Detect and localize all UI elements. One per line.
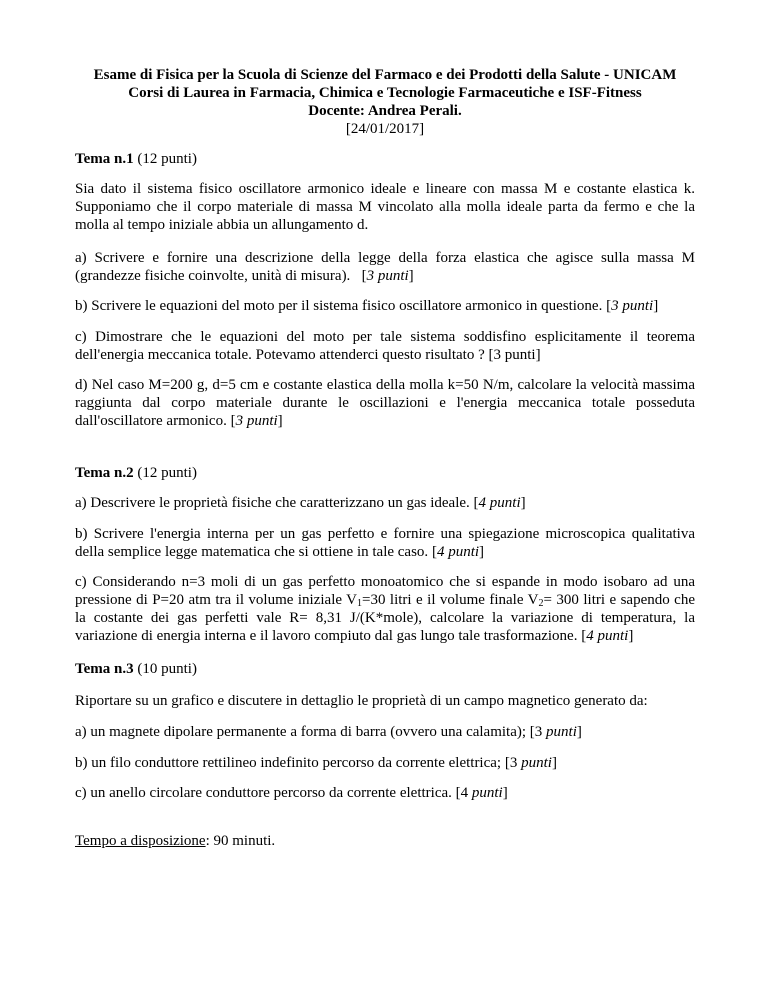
- tema3-c-text: c) un anello circolare conduttore percorso da corrente elettrica. [4: [75, 785, 469, 801]
- tema3-question-b: b) un filo conduttore rettilineo indefinito percorso da corrente elettrica; [3 punti]: [75, 755, 557, 771]
- tema2-question-b: b) Scrivere l'energia interna per un gas perfetto e fornire una spiegazione microscopica qualitativa della semplice legge matematica che si ottiene in tale caso. [4 punti]: [75, 526, 695, 560]
- tema1-points: (12 punti): [137, 151, 197, 167]
- tema1-b-points: 3 punti: [611, 298, 654, 314]
- tema2-question-c: c) Considerando n=3 moli di un gas perfetto monoatomico che si espande in modo isobaro ad una pressione di P=20 atm tra il volume iniziale $V_1=30$ litri e il volume finale $V_2= 300$ litri e sapendo che la costante dei gas perfetti vale R= 8,31 J/(K*mole), calcolare la variazione di temperatura, la variazione di energia interna e il lavoro compiuto dal gas lungo tale trasformazione. [4 punti]: [75, 574, 695, 644]
- tema1-heading: [75, 150, 695, 168]
- tema2-title: Tema n.2: [75, 465, 134, 481]
- time-available: [75, 832, 695, 850]
- tema1-intro-text: Sia dato il sistema fisico oscillatore armonico ideale e lineare con massa M e costante elastica k. Supponiamo che il corpo materiale di massa M vincolato alla molla ideale parta da fermo e che la molla al tempo iniziale abbia un allungamento d.: [75, 181, 695, 233]
- header-teacher: Docente: Andrea Perali.: [308, 103, 462, 119]
- tema2-c-sub2: 2: [538, 598, 544, 609]
- tema1-question-d: d) Nel caso M=200 g, d=5 cm e costante elastica della molla k=50 N/m, calcolare la velocità massima raggiunta dal corpo materiale durante le oscillazioni e l'energia meccanica totale posseduta dall'oscillatore armonico. [3 punti]: [75, 377, 695, 429]
- tema1-question-a: a) Scrivere e fornire una descrizione della legge della forza elastica che agisce sulla massa M (grandezze fisiche coinvolte, unità di misura). [3 punti]: [75, 250, 695, 284]
- tema2-c-text-1: c) Considerando n=3 moli di un gas perfetto monoatomico che si espande in modo isobaro ad una pressione di P=20 atm tra il volume iniziale V: [75, 574, 695, 608]
- tema2-b-points: 4 punti: [436, 544, 480, 560]
- tema3-b-text: b) un filo conduttore rettilineo indefinito percorso da corrente elettrica; [3: [75, 755, 518, 771]
- exam-date: [24/01/2017]: [345, 121, 425, 137]
- tema2-c-text-3: = 300 litri e sapendo che la costante dei gas perfetti vale R= 8,31 J/(K*mole), calcolare la variazione di temperatura, la variazione di energia interna e il lavoro compiuto dal gas lungo tale trasformazione.: [75, 592, 695, 644]
- exam-header: [75, 66, 695, 138]
- tema3-points: (10 punti): [137, 661, 197, 677]
- tema1-question-c: [75, 328, 695, 364]
- tema2-c-points: 4 punti: [586, 628, 629, 644]
- time-label: Tempo a disposizione: [75, 833, 206, 849]
- tema2-question-a: a) Descrivere le proprietà fisiche che caratterizzano un gas ideale. [4 punti]: [75, 495, 526, 511]
- tema1-b-text: b) Scrivere le equazioni del moto per il sistema fisico oscillatore armonico in questione.: [75, 298, 603, 314]
- tema2-a-text: a) Descrivere le proprietà fisiche che caratterizzano un gas ideale.: [75, 495, 470, 511]
- tema1-c-text: c) Dimostrare che le equazioni del moto per tale sistema soddisfino esplicitamente il teorema dell'energia meccanica totale. Potevamo attenderci questo risultato ? [3 punti]: [75, 329, 695, 363]
- tema1-a-text: a) Scrivere e fornire una descrizione della legge della forza elastica che agisce sulla massa M (grandezze fisiche coinvolte, unità di misura).: [75, 250, 695, 284]
- tema3-question-c: c) un anello circolare conduttore percorso da corrente elettrica. [4 punti]: [75, 785, 508, 801]
- tema3-intro: [75, 692, 695, 710]
- tema3-c-points: punti: [471, 785, 503, 801]
- tema1-intro: [75, 180, 695, 234]
- tema3-a-text: a) un magnete dipolare permanente a forma di barra (ovvero una calamita); [3: [75, 724, 543, 740]
- tema2-heading: [75, 464, 695, 482]
- header-courses: Corsi di Laurea in Farmacia, Chimica e Tecnologie Farmaceutiche e ISF-Fitness: [128, 85, 642, 101]
- tema3-heading: [75, 660, 695, 678]
- tema1-title: Tema n.1: [75, 151, 134, 167]
- tema3-b-points: punti: [521, 755, 552, 771]
- tema1-a-points: 3 punti: [366, 268, 409, 284]
- tema3-question-a: a) un magnete dipolare permanente a forma di barra (ovvero una calamita); [3 punti]: [75, 724, 582, 740]
- tema1-d-text: d) Nel caso M=200 g, d=5 cm e costante elastica della molla k=50 N/m, calcolare la velocità massima raggiunta dal corpo materiale durante le oscillazioni e l'energia meccanica totale posseduta dall'oscillatore armonico.: [75, 377, 695, 429]
- tema1-d-points: 3 punti: [235, 413, 278, 429]
- tema2-c-sub1: 1: [357, 598, 363, 609]
- tema2-a-points: 4 punti: [478, 495, 521, 511]
- tema2-c-text-2: =30 litri e il volume finale V: [362, 592, 539, 608]
- tema3-intro-text: Riportare su un grafico e discutere in dettaglio le proprietà di un campo magnetico generato da:: [75, 693, 648, 709]
- time-value: : 90 minuti.: [205, 833, 276, 849]
- header-title: Esame di Fisica per la Scuola di Scienze del Farmaco e dei Prodotti della Salute - UNICAM: [93, 67, 677, 83]
- tema2-b-text: b) Scrivere l'energia interna per un gas perfetto e fornire una spiegazione microscopica qualitativa della semplice legge matematica che si ottiene in tale caso.: [75, 526, 695, 560]
- tema2-points: (12 punti): [137, 465, 197, 481]
- tema3-title: Tema n.3: [75, 661, 134, 677]
- tema1-question-b: b) Scrivere le equazioni del moto per il sistema fisico oscillatore armonico in questione. [3 punti]: [75, 298, 659, 314]
- tema3-a-points: punti: [546, 724, 577, 740]
